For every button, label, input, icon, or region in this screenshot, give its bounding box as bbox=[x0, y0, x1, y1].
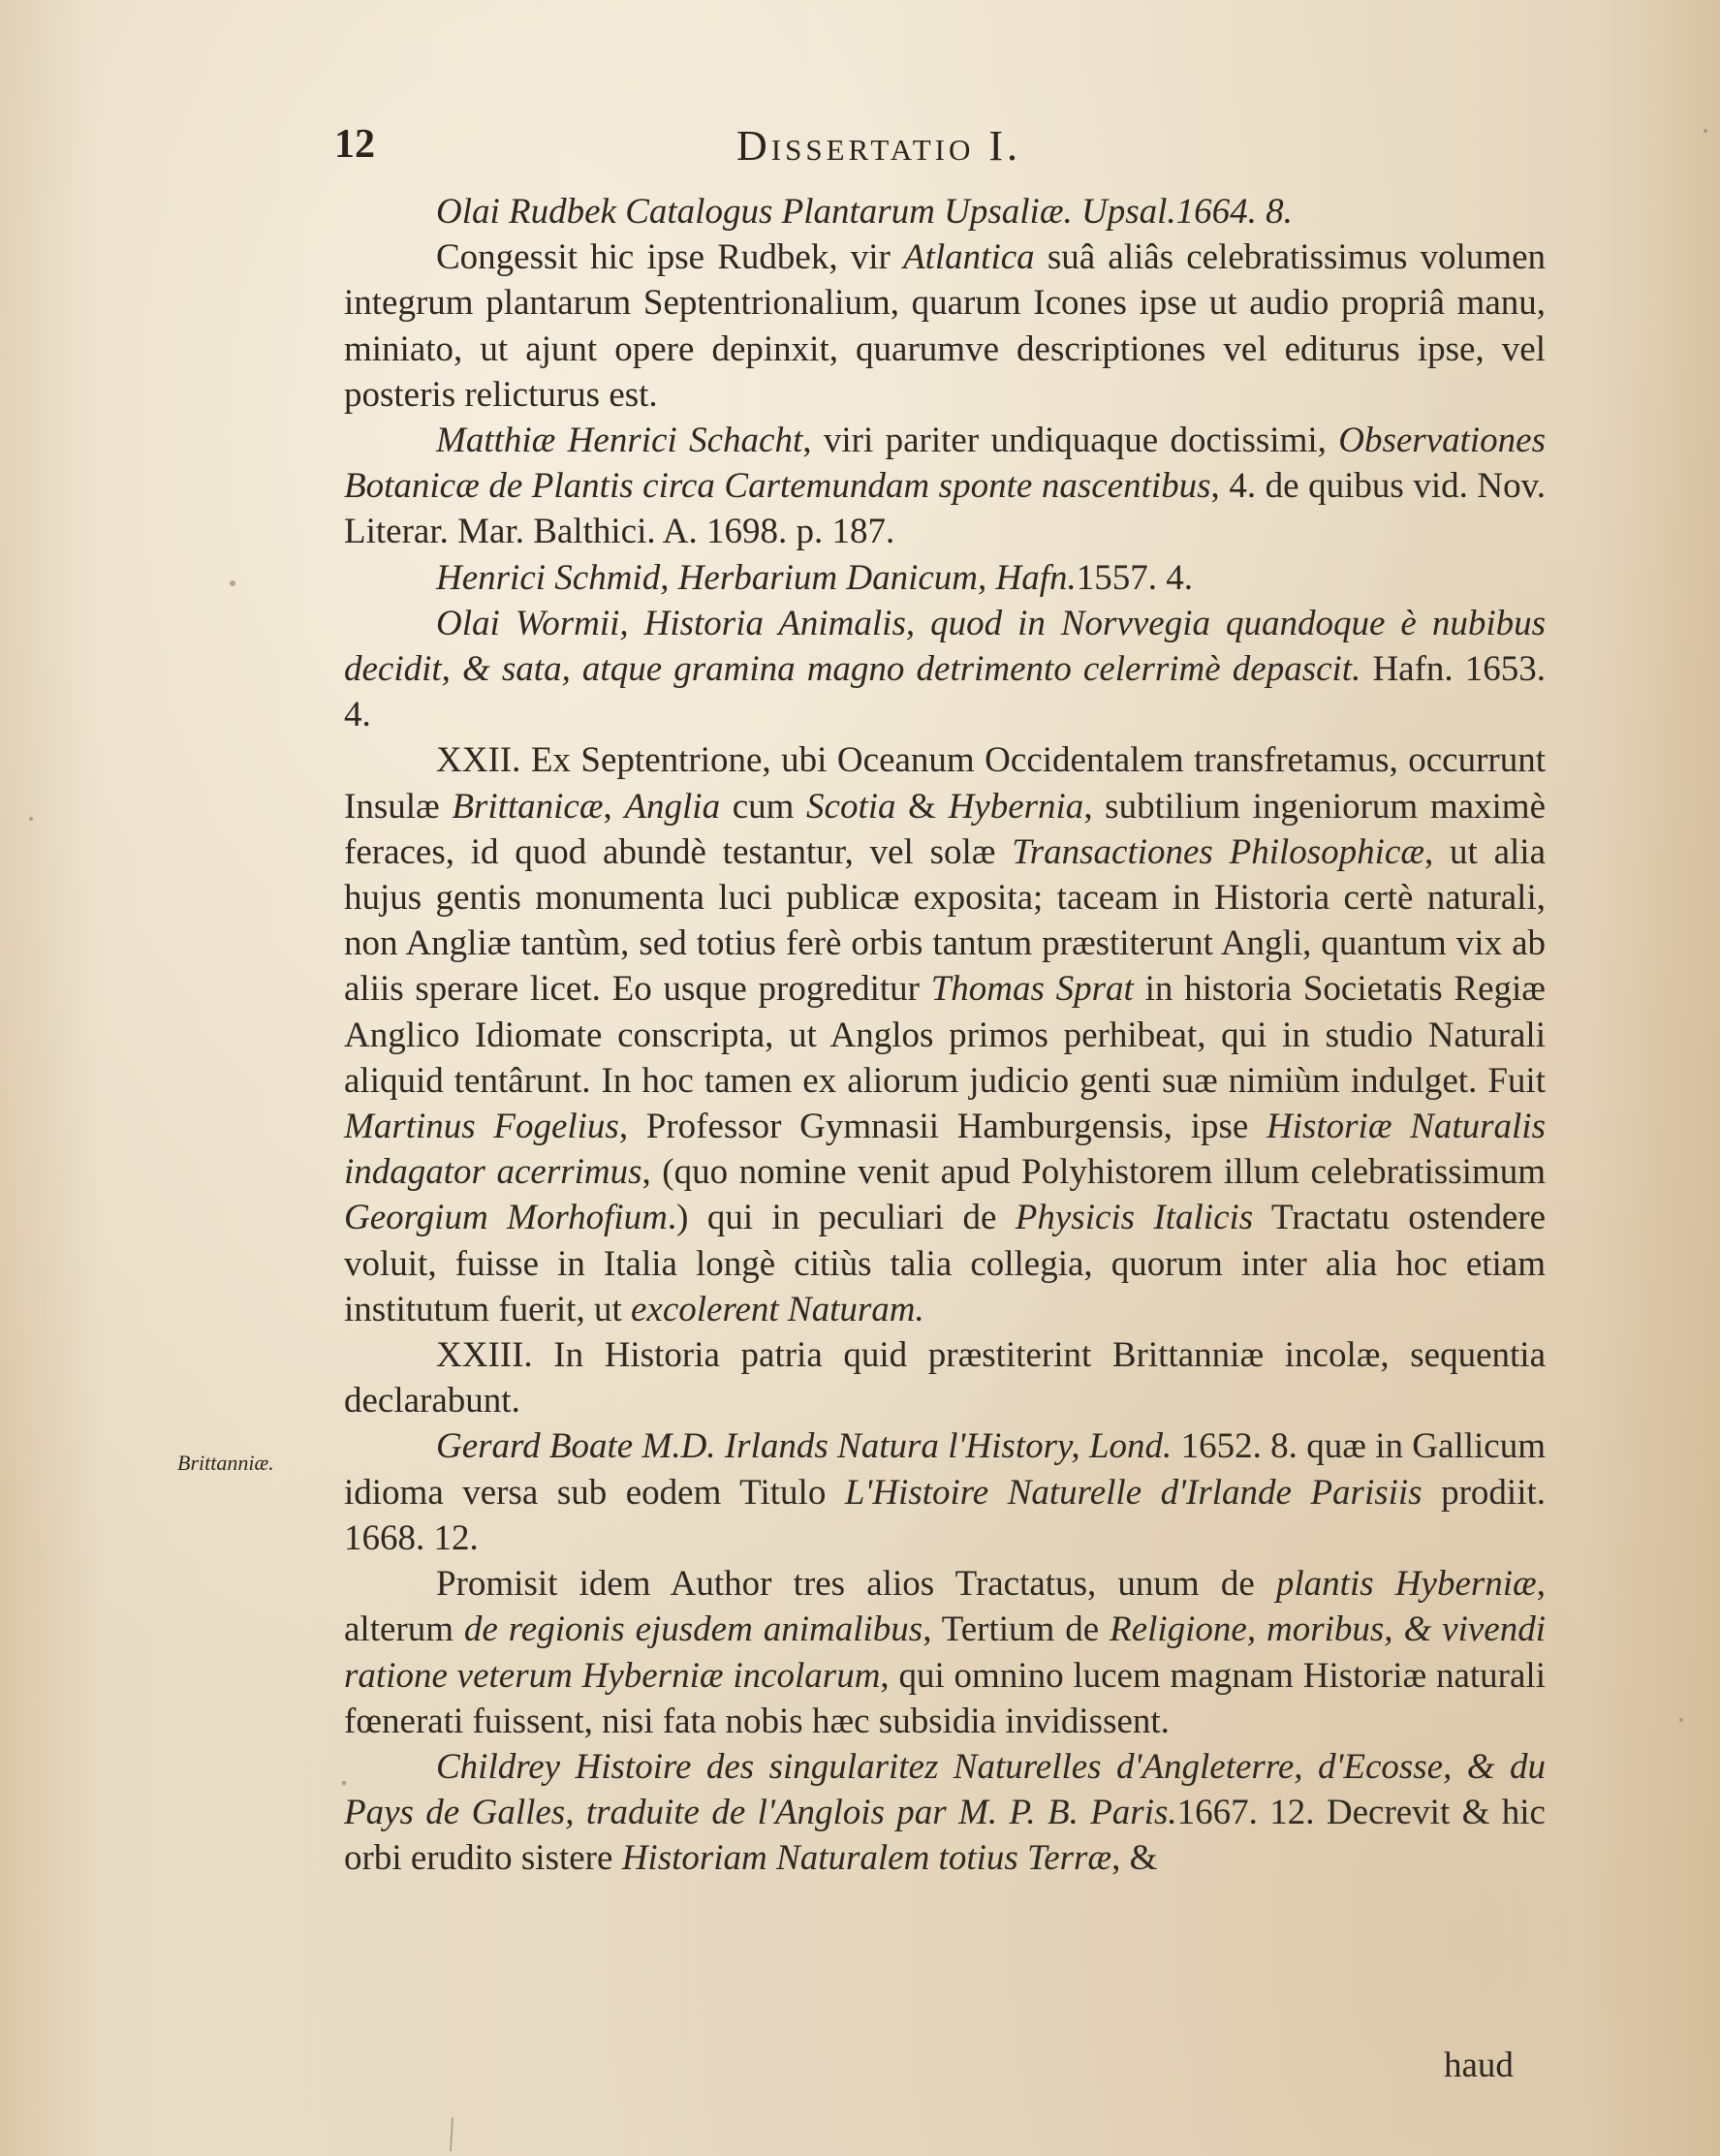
text-run: 1557. 4. bbox=[1076, 557, 1194, 598]
text-run: Hafn. 1653. 4. bbox=[344, 649, 1546, 735]
italic-text-run: Georgium Morhofium bbox=[344, 1198, 668, 1238]
text-run: 1667. 12. Decrevit & hic orbi erudito sistere bbox=[344, 1793, 1546, 1879]
italic-text-run: Matthiæ Henrici Schacht bbox=[436, 421, 803, 461]
paragraph bbox=[344, 555, 1546, 601]
text-run: & bbox=[895, 786, 949, 827]
italic-text-run: Hybernia bbox=[948, 786, 1084, 827]
running-title: Dissertatio I. bbox=[736, 122, 1022, 170]
italic-text-run: excolerent Naturam. bbox=[630, 1289, 924, 1329]
text-run: .) qui in peculiari de bbox=[667, 1198, 1016, 1238]
text-run: Tractatu ostendere voluit, fuisse in Italia longè citiùs talia collegia, quorum inter alia hoc etiam institutum fuerit, ut bbox=[344, 1198, 1547, 1329]
text-run: , Professor Gymnasii Hamburgensis, ipse bbox=[618, 1107, 1267, 1147]
italic-text-run: Martinus Fogelius bbox=[344, 1107, 619, 1147]
italic-text-run: Historiæ Naturalis indagator acerrimus bbox=[344, 1107, 1546, 1193]
text-run: Promisit idem Author tres alios Tractatus, unum de bbox=[436, 1564, 1276, 1605]
text-run: , alterum bbox=[344, 1564, 1546, 1650]
paragraph bbox=[344, 1423, 1546, 1561]
paragraph bbox=[344, 418, 1546, 555]
italic-text-run: Scotia bbox=[806, 786, 896, 827]
italic-text-run: Thomas Sprat bbox=[930, 969, 1134, 1010]
paragraph bbox=[344, 737, 1546, 1332]
italic-text-run: Olai Rudbek Catalogus Plantarum Upsaliæ. Upsal.1664. 8. bbox=[436, 192, 1293, 232]
text-run: , 4. de quibus vid. Nov. Literar. Mar. Balthici. A. 1698. p. 187. bbox=[344, 466, 1546, 552]
text-run: cum bbox=[720, 786, 807, 827]
text-run: XXIII. In Historia patria quid præstiterint Brittanniæ incolæ, sequentia declarabunt. bbox=[344, 1335, 1546, 1422]
paragraph bbox=[344, 189, 1546, 234]
text-run: , ut alia hujus gentis monumenta luci publicæ exposita; taceam in Historia certè naturali, non Angliæ tantùm, sed totius ferè orbis tantum præstiterunt Angli, quantum vix ab aliis sperare licet. Eo usque progreditur bbox=[344, 831, 1546, 1010]
italic-text-run: Brittanicæ bbox=[452, 786, 604, 827]
italic-text-run: Physicis Italicis bbox=[1015, 1198, 1254, 1238]
paragraph bbox=[344, 1561, 1546, 1744]
italic-text-run: L'Histoire Naturelle d'Irlande Parisiis bbox=[844, 1472, 1423, 1513]
body-text bbox=[344, 189, 1546, 1882]
italic-text-run: Religione, moribus, & vivendi ratione veterum Hyberniæ incolarum bbox=[344, 1609, 1546, 1696]
page-header bbox=[334, 121, 1555, 179]
catchword: haud bbox=[1444, 2046, 1514, 2085]
italic-text-run: Observationes Botanicæ de Plantis circa Cartemundam sponte nascentibus bbox=[344, 421, 1546, 507]
paragraph bbox=[344, 1332, 1546, 1423]
italic-text-run: Childrey Histoire des singularitez Naturelles d'Angleterre, d'Ecosse, & du Pays de Galles, traduite de l'Anglois par M. P. B. Paris. bbox=[344, 1746, 1546, 1833]
italic-text-run: Atlantica bbox=[903, 237, 1035, 278]
italic-text-run: Gerard Boate M.D. Irlands Natura l'History, Lond. bbox=[436, 1426, 1173, 1467]
italic-text-run: Henrici Schmid, Herbarium Danicum, Hafn. bbox=[436, 557, 1077, 598]
text-run: , viri pariter undiquaque doctissimi, bbox=[802, 421, 1339, 461]
italic-text-run: plantis Hyberniæ bbox=[1275, 1564, 1537, 1605]
text-run: Congessit hic ipse Rudbek, vir bbox=[436, 237, 903, 278]
text-run: XXII. Ex Septentrione, ubi Oceanum Occidentalem transfretamus, occurrunt Insulæ bbox=[344, 740, 1546, 827]
paragraph bbox=[344, 1744, 1546, 1882]
italic-text-run: Historiam Naturalem totius Terræ bbox=[621, 1838, 1112, 1879]
text-run: in historia Societatis Regiæ Anglico Idiomate conscripta, ut Anglos primos perhibeat, qui in studio Naturali aliquid tentârunt. In hoc tamen ex aliorum judicio genti suæ nimiùm indulget. Fuit bbox=[344, 969, 1546, 1101]
text-run: , (quo nomine venit apud Polyhistorem illum celebratissimum bbox=[641, 1152, 1547, 1193]
paragraph bbox=[344, 234, 1546, 418]
text-run: , Tertium de bbox=[923, 1609, 1110, 1650]
text-run: , & bbox=[1111, 1838, 1158, 1879]
italic-text-run: Transactiones Philosophicæ bbox=[1012, 831, 1425, 872]
page-number: 12 bbox=[334, 122, 375, 167]
margin-note: Brittanniæ. bbox=[177, 1451, 274, 1475]
text-run: , bbox=[603, 786, 625, 827]
italic-text-run: de regionis ejusdem animalibus bbox=[463, 1609, 923, 1650]
text-run: 1652. 8. quæ in Gallicum idioma versa sub eodem Titulo bbox=[344, 1426, 1546, 1513]
paragraph bbox=[344, 601, 1546, 738]
text-run: suâ aliâs celebratissimus volumen integrum plantarum Septentrionalium, quarum Icones ipse ut audio propriâ manu, miniato, ut ajunt opere depinxit, quarumve descriptiones vel editurus ipse, vel posteris relicturus est. bbox=[344, 237, 1546, 415]
italic-text-run: Anglia bbox=[624, 786, 721, 827]
text-run: , subtilium ingeniorum maximè feraces, id quod abundè testantur, vel solæ bbox=[344, 786, 1546, 872]
text-run: prodiit. 1668. 12. bbox=[344, 1472, 1547, 1558]
italic-text-run: Olai Wormii, Historia Animalis, quod in Norvvegia quandoque è nubibus decidit, & sata, atque gramina magno detrimento celerrimè depascit. bbox=[344, 603, 1546, 690]
text-run: , qui omnino lucem magnam Historiæ naturali fœnerati fuissent, nisi fata nobis hæc subsidia invidissent. bbox=[344, 1655, 1546, 1741]
